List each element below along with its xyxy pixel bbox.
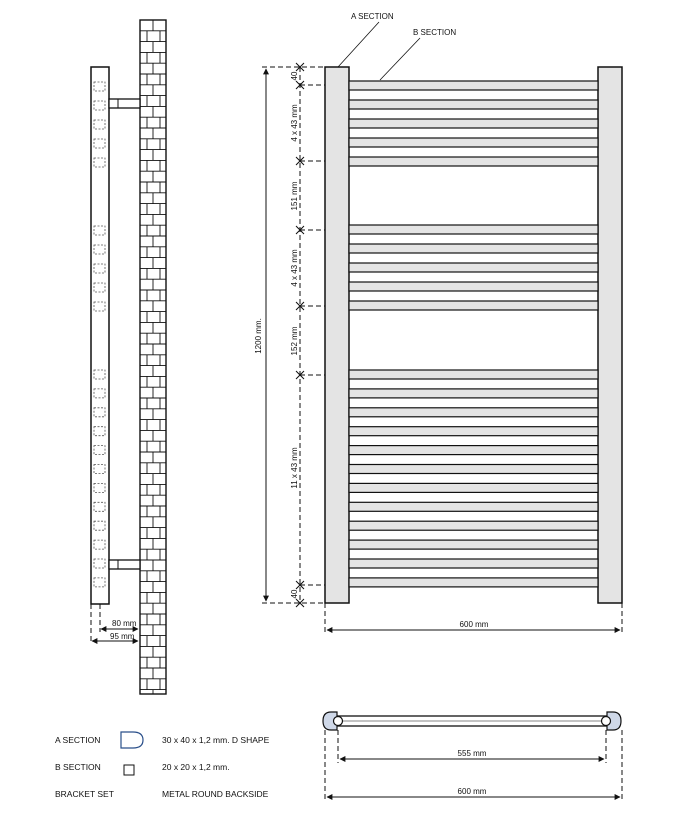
dim-gap2: 152 mm — [290, 326, 299, 356]
dim-600-label: 600 mm — [457, 787, 487, 796]
front-view — [254, 12, 622, 634]
left-collector — [325, 67, 349, 603]
horizontal-tubes — [349, 81, 598, 587]
side-dimensions — [91, 604, 138, 644]
legend-a-label: A SECTION — [55, 735, 101, 745]
d-shape-icon — [121, 732, 143, 748]
right-collector — [598, 67, 622, 603]
dim-group2: 4 x 43 mm — [290, 249, 299, 287]
side-view — [91, 20, 166, 694]
right-end-cap — [602, 712, 622, 730]
radiator-side-profile — [91, 67, 109, 604]
chain-dimensions — [290, 63, 325, 607]
dim-group1: 4 x 43 mm — [290, 104, 299, 142]
legend-b-label: B SECTION — [55, 762, 101, 772]
legend-a-spec: 30 x 40 x 1,2 mm. D SHAPE — [162, 735, 270, 745]
legend-bracket-label: BRACKET SET — [55, 789, 114, 799]
height-label: 1200 mm. — [254, 318, 263, 354]
left-end-cap — [323, 712, 343, 730]
dim-95-label: 95 mm — [110, 632, 135, 641]
dim-bottom-40: 40 — [290, 589, 299, 599]
legend-b-spec: 20 x 20 x 1,2 mm. — [162, 762, 230, 772]
legend — [55, 732, 270, 799]
square-section-icon — [124, 765, 134, 775]
dim-gap1: 151 mm — [290, 181, 299, 211]
legend-bracket-spec: METAL ROUND BACKSIDE — [162, 789, 269, 799]
dim-555-label: 555 mm — [457, 749, 487, 758]
dim-80-label: 80 mm — [112, 619, 137, 628]
top-view — [323, 712, 622, 800]
width-label: 600 mm — [459, 620, 489, 629]
brick-wall — [140, 20, 166, 694]
dim-group3: 11 x 43 mm — [290, 447, 299, 489]
top-bracket — [109, 99, 140, 108]
width-dimension — [325, 603, 622, 634]
dim-top-40: 40 — [290, 71, 299, 81]
b-section-callout: B SECTION — [413, 28, 457, 37]
bottom-bracket — [109, 560, 140, 569]
a-section-callout: A SECTION — [351, 12, 394, 21]
